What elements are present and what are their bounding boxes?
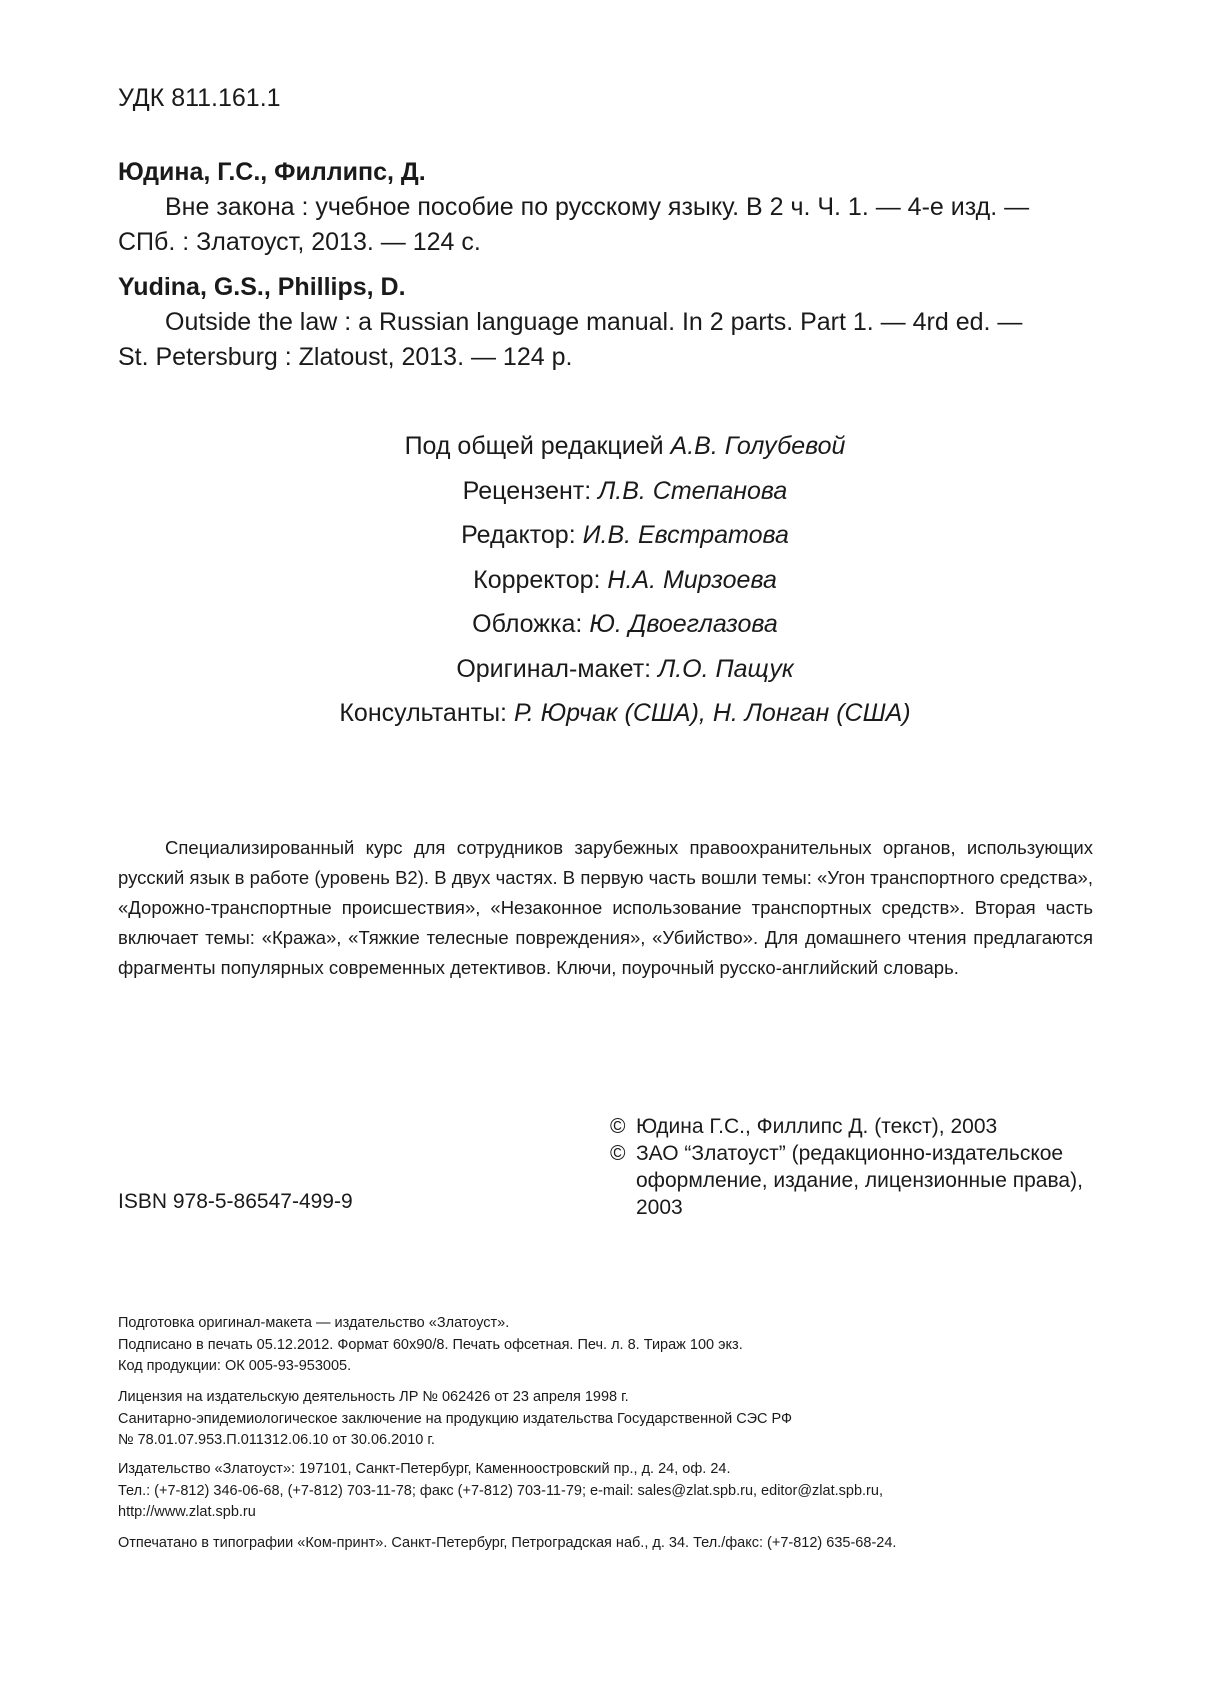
imprint-line: Подписано в печать 05.12.2012. Формат 60х90/8. Печать офсетная. Печ. л. 8. Тираж 100 экз.	[118, 1336, 743, 1353]
credit-name: Р. Юрчак (США), Н. Лонган (США)	[513, 699, 911, 727]
credit-name: Л.В. Степанова	[598, 476, 788, 505]
bib-line: СПб. : Златоуст, 2013. — 124 с.	[118, 228, 481, 256]
bib-line: St. Petersburg : Zlatoust, 2013. — 124 p.	[118, 343, 573, 371]
copyright-block	[610, 1113, 1100, 1221]
credit-role: Редактор:	[461, 521, 583, 549]
credit-name: И.В. Евстратова	[582, 521, 789, 549]
bib-line: Outside the law : a Russian language manual. In 2 parts. Part 1. — 4rd ed. —	[165, 308, 1023, 336]
imprint-line: Санитарно-эпидемиологическое заключение на продукцию издательства Государственной СЭС РФ	[118, 1410, 793, 1427]
authors-english: Yudina, G.S., Phillips, D.	[118, 273, 406, 301]
bibliographic-entry-russian	[118, 155, 1093, 260]
imprint-line: Подготовка оригинал-макета — издательство «Златоуст».	[118, 1315, 510, 1331]
credit-role: Обложка:	[472, 610, 590, 638]
credit-name: Н.А. Мирзоева	[607, 565, 777, 594]
credit-line	[39, 691, 1211, 736]
credit-line	[39, 647, 1211, 692]
credit-role: Оригинал-макет:	[456, 654, 659, 683]
bib-description-russian	[118, 190, 1093, 260]
credit-name: Л.О. Пащук	[658, 654, 794, 683]
credit-line	[39, 602, 1211, 647]
imprint-line: http://www.zlat.spb.ru	[118, 1504, 256, 1520]
credit-role: Консультанты:	[339, 699, 514, 727]
credit-name: А.В. Голубевой	[670, 432, 846, 460]
imprint-production	[118, 1313, 1108, 1378]
isbn: ISBN 978-5-86547-499-9	[118, 1190, 353, 1213]
credit-line	[39, 469, 1211, 514]
copyright-text: ЗАО “Златоуст” (редакционно-издательское оформление, издание, лицензионные права), 2003	[636, 1142, 1083, 1219]
bib-line: Вне закона : учебное пособие по русскому языку. В 2 ч. Ч. 1. — 4-е изд. —	[165, 193, 1030, 221]
copyright-text: Юдина Г.С., Филлипс Д. (текст), 2003	[636, 1115, 998, 1138]
imprint-line: Код продукции: ОК 005-93-953005.	[118, 1358, 352, 1374]
bib-description-english	[118, 305, 1093, 375]
copyright-item	[610, 1140, 1100, 1221]
udk-code: УДК 811.161.1	[118, 84, 281, 112]
imprint-line: № 78.01.07.953.П.011312.06.10 от 30.06.2010 г.	[118, 1432, 435, 1448]
imprint-line: Издательство «Златоуст»: 197101, Санкт-Петербург, Каменноостровский пр., д. 24, оф. 24.	[118, 1461, 731, 1477]
imprint-publisher-contacts	[118, 1459, 1108, 1524]
credit-line	[39, 424, 1211, 469]
imprint-line: Тел.: (+7-812) 346-06-68, (+7-812) 703-11-78; факс (+7-812) 703-11-79; e-mail: sales@zlat.spb.ru, editor@zlat.spb.ru,	[118, 1482, 883, 1499]
imprint-license	[118, 1387, 1108, 1452]
credit-role: Под общей редакцией	[404, 432, 671, 460]
credit-role: Рецензент:	[462, 476, 599, 505]
copyright-icon: ©	[610, 1115, 626, 1138]
credit-line	[39, 558, 1211, 603]
credit-role: Корректор:	[473, 565, 608, 594]
bibliographic-entry-english	[118, 270, 1093, 375]
imprint-printer	[118, 1533, 1108, 1555]
copyright-item	[610, 1113, 1100, 1140]
authors-russian: Юдина, Г.С., Филлипс, Д.	[118, 158, 426, 186]
credit-name: Ю. Двоеглазова	[589, 610, 778, 638]
credits-list	[0, 424, 1211, 736]
credit-line	[39, 513, 1211, 558]
imprint-line: Лицензия на издательскую деятельность ЛР № 062426 от 23 апреля 1998 г.	[118, 1389, 629, 1405]
annotation-paragraph: Специализированный курс для сотрудников зарубежных правоохранительных органов, использующих русский язык в работе (уровень В2). В двух частях. В первую часть вошли темы: «Угон транспортного средства», «Дорожно-транспортные происшествия», «Незаконное использование транспортных средств». Вторая часть включает темы: «Кража», «Тяжкие телесные повреждения», «Убийство». Для домашнего чтения предлагаются фрагменты популярных современных детективов. Ключи, поурочный русско-английский словарь.	[118, 837, 1093, 978]
copyright-icon: ©	[610, 1142, 626, 1165]
imprint-line: Отпечатано в типографии «Ком-принт». Санкт-Петербург, Петроградская наб., д. 34. Тел./факс: (+7-812) 635-68-24.	[118, 1535, 897, 1551]
